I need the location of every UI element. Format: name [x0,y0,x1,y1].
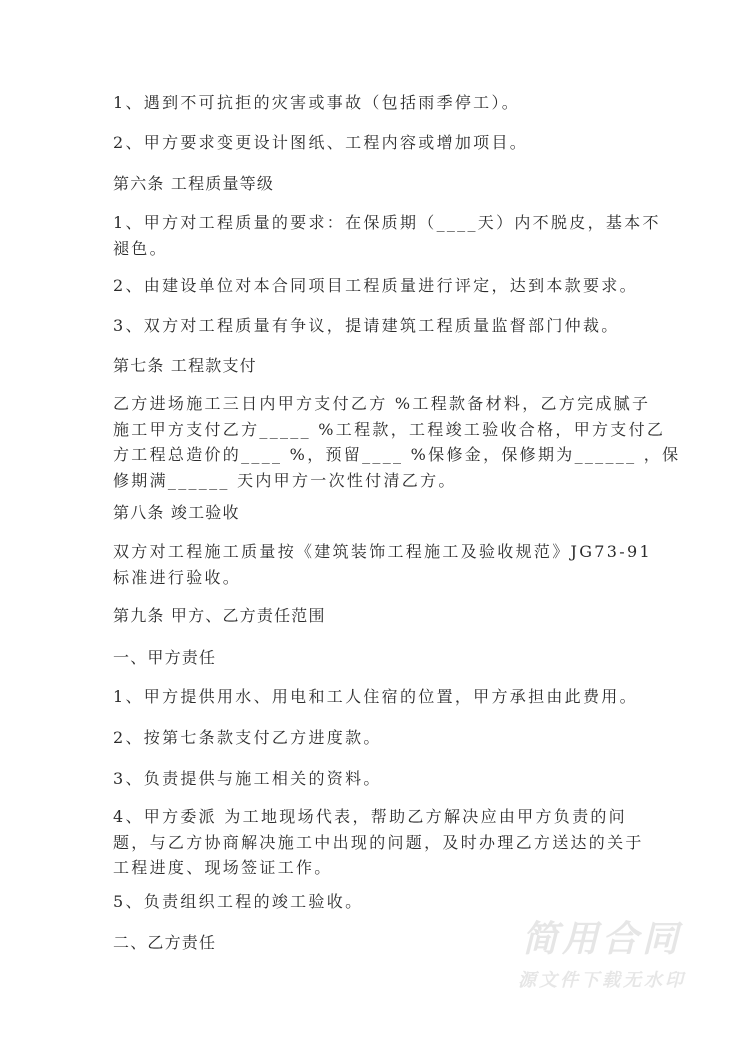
article-6-item-3: 3、双方对工程质量有争议，提请建筑工程质量监督部门仲裁。 [113,316,620,335]
article-7-payment-paragraph [113,391,681,493]
watermark-caption: 源文件下载无水印 [518,970,686,991]
party-a-item-1: 1、甲方提供用水、用电和工人住宿的位置，甲方承担由此费用。 [113,687,638,706]
watermark [512,918,692,994]
article-8-title: 第八条 竣工验收 [113,503,240,522]
party-b-responsibilities-title: 二、乙方责任 [113,933,217,952]
article-7-line-4: 修期满______ 天内甲方一次性付清乙方。 [113,470,457,490]
article-8-paragraph [113,539,652,590]
party-a-responsibilities-title: 一、甲方责任 [113,648,217,667]
party-a-item-4-line-2: 题，与乙方协商解决施工中出现的问题，及时办理乙方送达的关于 [113,832,644,852]
party-a-item-3: 3、负责提供与施工相关的资料。 [113,769,382,788]
article-6-item-1-line-1: 1、甲方对工程质量的要求：在保质期（____天）内不脱皮，基本不 [113,213,661,232]
article-7-line-3: 方工程总造价的____ %，预留____ %保修金，保修期为______ ，保 [113,445,681,464]
party-a-item-4-line-1: 4、甲方委派 为工地现场代表，帮助乙方解决应由甲方负责的问 [113,807,627,826]
article-7-line-2: 施工甲方支付乙方_____ %工程款，工程竣工验收合格，甲方支付乙 [113,419,666,439]
article-8-line-1: 双方对工程施工质量按《建筑装饰工程施工及验收规范》JG73-91 [113,542,652,561]
party-a-item-4-line-3: 工程进度、现场签证工作。 [113,858,333,877]
article-8-line-2: 标准进行验收。 [113,567,242,587]
article-6-item-2: 2、由建设单位对本合同项目工程质量进行评定，达到本款要求。 [113,276,638,295]
watermark-brand: 简用合同 [521,919,682,960]
article-6-title: 第六条 工程质量等级 [113,174,275,193]
article-6-item-1-line-2: 褪色。 [113,238,168,258]
article-6-item-1 [113,210,661,261]
party-a-item-5: 5、负责组织工程的竣工验收。 [113,892,364,911]
article-7-line-1: 乙方进场施工三日内甲方支付乙方 %工程款备材料，乙方完成腻子 [113,394,651,413]
party-a-item-4 [113,804,644,881]
party-a-item-2: 2、按第七条款支付乙方进度款。 [113,728,382,747]
force-majeure-item: 1、遇到不可抗拒的灾害或事故（包括雨季停工）。 [113,93,521,112]
design-change-item: 2、甲方要求变更设计图纸、工程内容或增加项目。 [113,133,529,152]
article-9-title: 第九条 甲方、乙方责任范围 [113,606,326,625]
article-7-title: 第七条 工程款支付 [113,356,257,375]
